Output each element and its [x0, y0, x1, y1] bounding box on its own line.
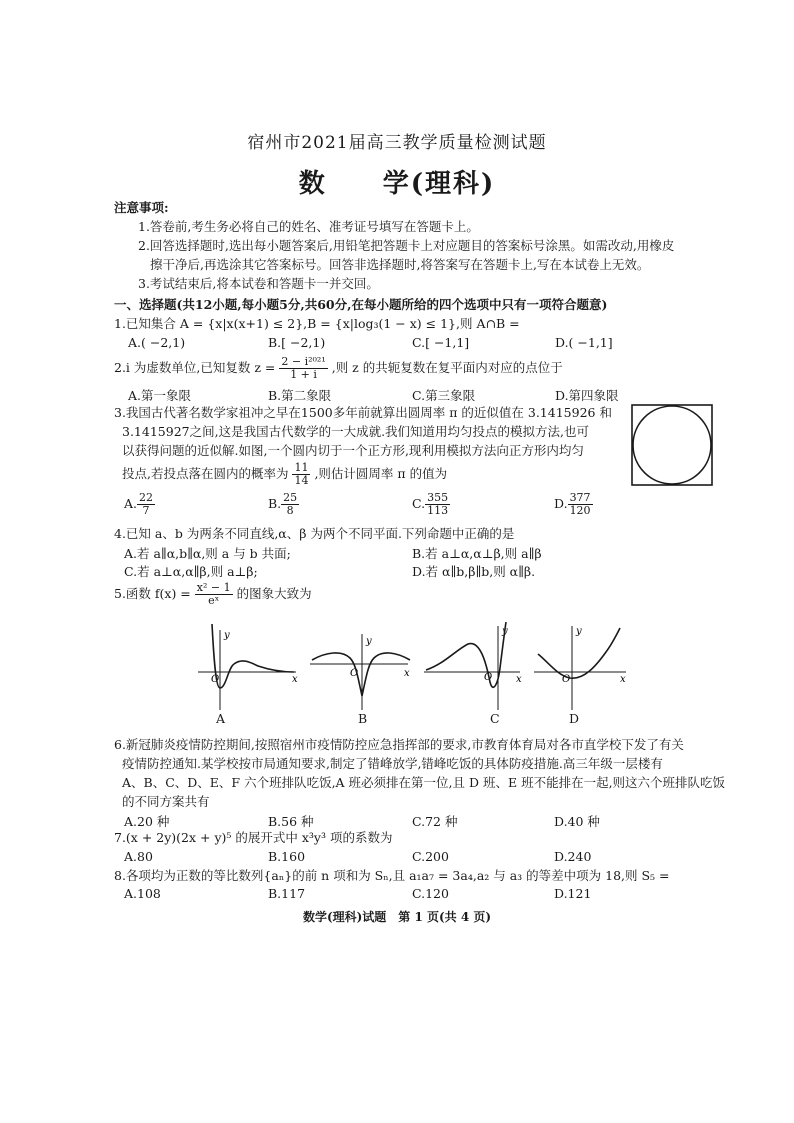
graph-d-y-label: y: [576, 626, 582, 637]
q5-frac-num: x² − 1: [196, 581, 231, 594]
notice-item-1: 1.答卷前,考生务必将自己的姓名、准考证号填写在答题卡上。: [138, 219, 479, 234]
q5-graph-b: [310, 622, 414, 712]
q3-line-1: 3.我国古代著名数学家祖冲之早在1500多年前就算出圆周率 π 的近似值在 3.1415926 和: [114, 405, 612, 420]
graph-b-origin: O: [350, 668, 359, 679]
q5-graph-label-c: C: [490, 711, 500, 726]
graph-c-x-label: x: [516, 674, 522, 685]
q7-option-d: D.240: [554, 849, 592, 864]
q2-option-d: D.第四象限: [555, 388, 619, 403]
q8-option-d: D.121: [554, 886, 592, 901]
q6-option-c: C.72 种: [412, 814, 458, 829]
q5-stem-a: 5.函数 f(x) =: [114, 586, 191, 601]
q6-line-2: 疫情防控通知.某学校按市局通知要求,制定了错峰放学,错峰吃饭的具体防疫措施.高三年级一层楼有: [122, 756, 663, 771]
section-heading: 一、选择题(共12小题,每小题5分,共60分,在每小题所给的四个选项中只有一项符合题意): [114, 297, 608, 312]
graph-c-origin: O: [484, 672, 493, 683]
graph-b-curve: [312, 653, 410, 696]
q6-line-3: A、B、C、D、E、F 六个班排队吃饭,A 班必须排在第一位,且 D 班、E 班不能排在一起,则这六个班排队吃饭: [122, 775, 726, 790]
q3-line-3: 以获得问题的近似解.如图,一个圆内切于一个正方形,现利用模拟方法向正方形内均匀: [122, 443, 584, 458]
q5-stem: [114, 582, 312, 607]
q8-option-a: A.108: [124, 886, 161, 901]
q3-line-4a: 投点,若投点落在圆内的概率为: [122, 466, 289, 481]
q3-option-d: D. $\frac{377}{120}$: [554, 491, 591, 517]
notice-item-3: 3.考试结束后,将本试卷和答题卡一并交回。: [138, 276, 379, 291]
q3-circle: [633, 406, 711, 484]
q1-option-d: D.( −1,1]: [555, 335, 613, 350]
q3-line-2: 3.1415927之间,这是我国古代数学的一大成就.我们知道用均匀投点的模拟方法,也可: [122, 424, 590, 439]
q6-option-b: B.56 种: [268, 814, 314, 829]
q5-graph-a: [198, 622, 300, 712]
q4-option-c: C.若 a⊥α,α∥β,则 a⊥β;: [124, 564, 258, 579]
q3-line-4: [122, 462, 447, 487]
q3-option-c: C. $\frac{355}{113}$: [412, 491, 449, 517]
graph-d-x-label: x: [620, 674, 626, 685]
notice-item-2-cont: 擦干净后,再选涂其它答案标号。回答非选择题时,将答案写在答题卡上,写在本试卷上无效。: [150, 257, 650, 272]
q2-stem-b: ,则 z 的共轭复数在复平面内对应的点位于: [331, 360, 563, 375]
q1-option-c: C.[ −1,1]: [412, 335, 470, 350]
q3-option-a: A. $\frac{22}{7}$: [124, 491, 154, 517]
q5-graph-label-d: D: [569, 711, 580, 726]
q2-option-a: A.第一象限: [128, 388, 192, 403]
q3-circle-in-square-figure: [631, 404, 713, 486]
q2-fraction: [279, 356, 327, 381]
q5-graph-d: [534, 622, 630, 712]
graph-b-x-label: x: [404, 668, 410, 679]
graph-a-origin: O: [211, 674, 220, 685]
q8-stem: 8.各项均为正数的等比数列{aₙ}的前 n 项和为 Sₙ,且 a₁a₇ = 3a₄,a₂ 与 a₃ 的等差中项为 18,则 S₅ =: [114, 868, 670, 883]
q4-stem: 4.已知 a、b 为两条不同直线,α、β 为两个不同平面.下列命题中正确的是: [114, 526, 515, 541]
q5-stem-b: 的图象大致为: [236, 586, 312, 601]
graph-c-y-label: y: [502, 626, 508, 637]
q7-option-a: A.80: [124, 849, 153, 864]
q4-option-b: B.若 a⊥α,α⊥β,则 a∥β: [412, 546, 542, 561]
graph-a-x-label: x: [292, 674, 298, 685]
q5-graph-label-b: B: [358, 711, 368, 726]
q2-stem: [114, 356, 563, 381]
graph-d-origin: O: [562, 674, 571, 685]
exam-title: 宿州市2021届高三教学质量检测试题: [247, 133, 547, 153]
q2-frac-den: 1 + i: [290, 368, 317, 381]
q3-option-b: B. $\frac{25}{8}$: [268, 491, 298, 517]
q3-probability: [292, 462, 310, 487]
graph-a-y-label: y: [224, 630, 230, 641]
q4-option-d: D.若 α∥b,β∥b,则 α∥β.: [412, 564, 536, 579]
q6-option-a: A.20 种: [124, 814, 170, 829]
q7-option-b: B.160: [268, 849, 306, 864]
q1-option-a: A.( −2,1): [128, 335, 186, 350]
q5-graph-label-a: A: [216, 711, 226, 726]
q5-fraction: [195, 582, 233, 607]
notice-heading: 注意事项:: [114, 200, 169, 215]
q2-option-c: C.第三象限: [412, 388, 476, 403]
q2-frac-num: 2 − i²⁰²¹: [281, 355, 326, 368]
graph-b-y-label: y: [366, 636, 372, 647]
q5-graph-c: [424, 622, 526, 712]
q2-option-b: B.第二象限: [268, 388, 332, 403]
q7-stem: 7.(x + 2y)(2x + y)⁵ 的展开式中 x³y³ 项的系数为: [114, 830, 393, 845]
q3-prob-den: 14: [294, 474, 309, 487]
page-footer: 数学(理科)试题 第 1 页(共 4 页): [302, 910, 492, 924]
q4-option-a: A.若 a∥α,b∥α,则 a 与 b 共面;: [124, 546, 291, 561]
q2-stem-a: 2.i 为虚数单位,已知复数 z =: [114, 360, 276, 375]
q6-line-1: 6.新冠肺炎疫情防控期间,按照宿州市疫情防控应急指挥部的要求,市教育体育局对各市直学校下发了有关: [114, 737, 684, 752]
q5-frac-den: eˣ: [208, 594, 220, 607]
q3-prob-num: 11: [294, 461, 309, 474]
graph-c-curve: [426, 622, 506, 687]
q8-option-b: B.117: [268, 886, 306, 901]
q6-option-d: D.40 种: [554, 814, 600, 829]
q1-stem: 1.已知集合 A = {x|x(x+1) ≤ 2},B = {x|log₃(1 − x) ≤ 1},则 A∩B =: [114, 316, 520, 331]
q7-option-c: C.200: [412, 849, 449, 864]
q8-option-c: C.120: [412, 886, 449, 901]
q1-option-b: B.[ −2,1): [268, 335, 326, 350]
subject-title: 数 学(理科): [298, 169, 496, 199]
q3-line-4b: ,则估计圆周率 π 的值为: [314, 466, 448, 481]
notice-item-2: 2.回答选择题时,选出每小题答案后,用铅笔把答题卡上对应题目的答案标号涂黑。如需改动,用橡皮: [138, 238, 675, 253]
q6-line-4: 的不同方案共有: [122, 794, 210, 809]
